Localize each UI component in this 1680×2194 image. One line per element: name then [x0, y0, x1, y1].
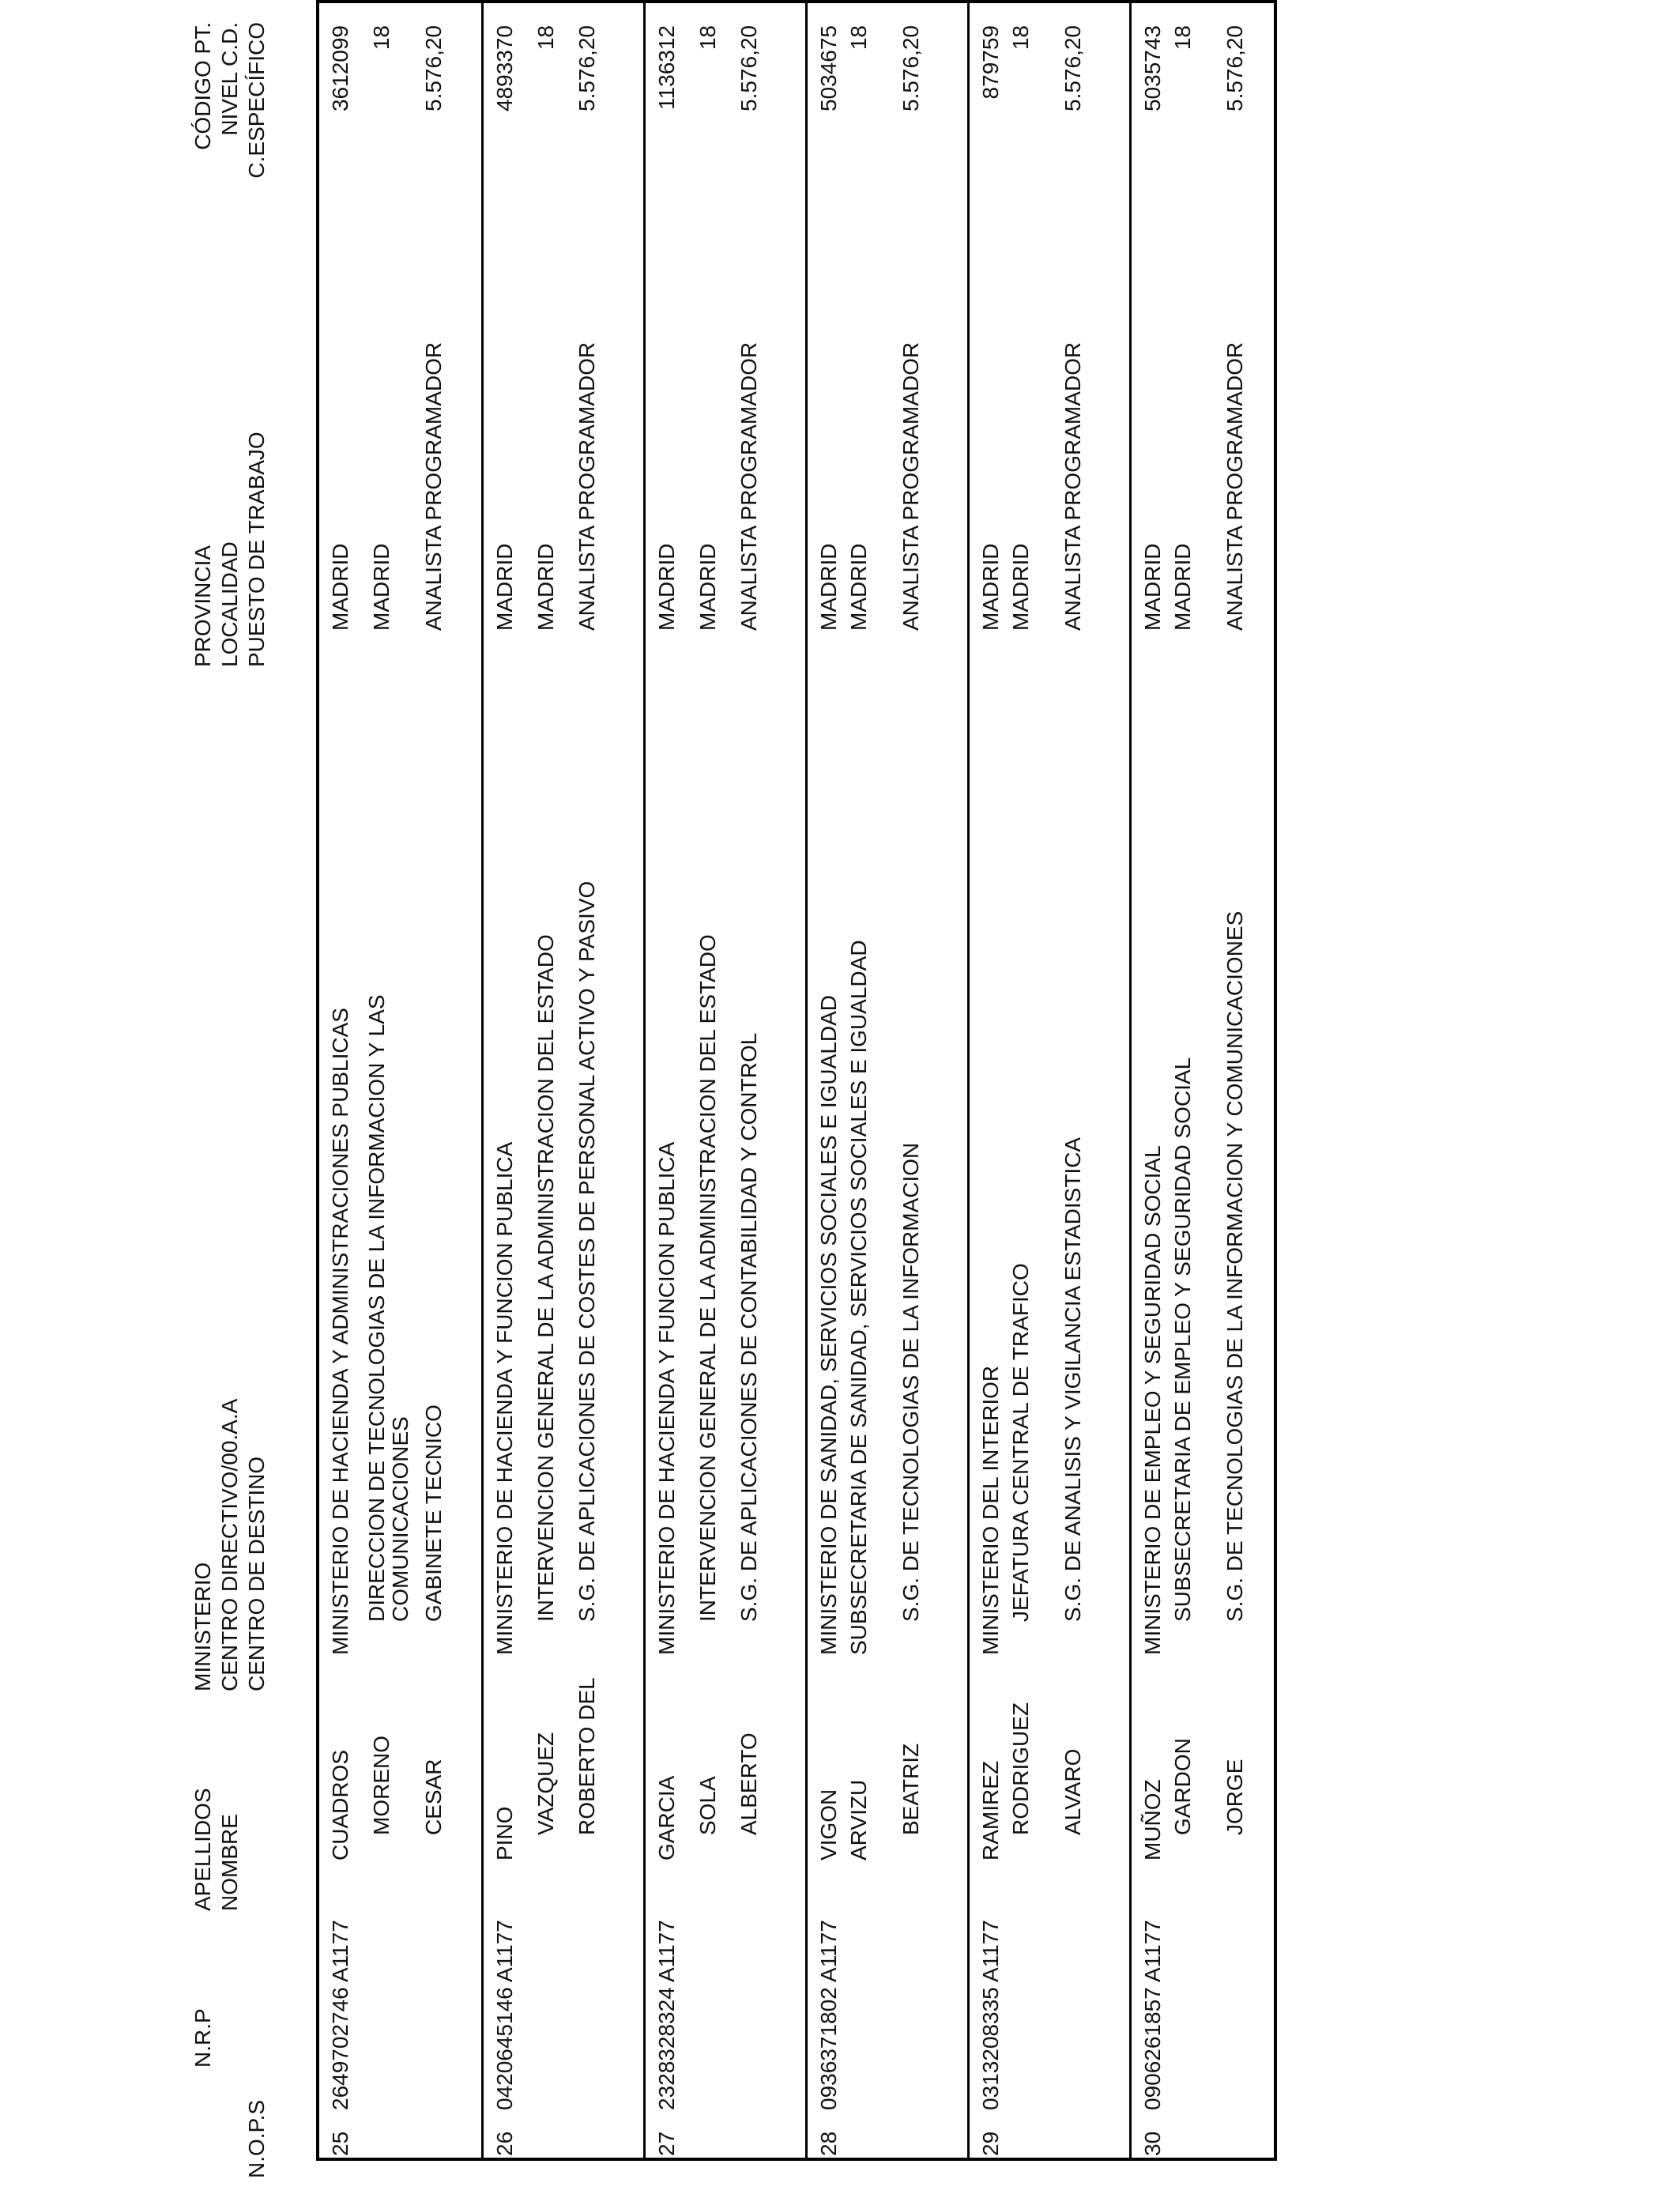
header-provincia: [190, 432, 270, 667]
row-nombre: ALBERTO: [736, 1732, 761, 1835]
row-puesto: ANALISTA PROGRAMADOR: [736, 341, 761, 631]
row-ministerio: MINISTERIO DE SANIDAD, SERVICIOS SOCIALES E IGUALDAD: [816, 994, 841, 1655]
header-ministerio-label: MINISTERIO: [190, 1562, 215, 1691]
row-nombre: CESAR: [421, 1759, 446, 1835]
row-ministerio: MINISTERIO DEL INTERIOR: [978, 1365, 1003, 1655]
row-centro-destino: S.G. DE APLICACIONES DE CONTABILIDAD Y CONTROL: [736, 1032, 761, 1622]
row-apellido2: VAZQUEZ: [533, 1732, 558, 1835]
row-apellido2: GARDON: [1170, 1738, 1195, 1835]
row-provincia: MADRID: [816, 543, 841, 631]
row-nrp: 2328328324 A1177: [654, 1920, 679, 2110]
header-apellidos: [190, 1788, 243, 1911]
row-nrp: 0420645146 A1177: [492, 1920, 517, 2110]
row-provincia: MADRID: [1140, 543, 1165, 631]
row-especifico: 5.576,20: [574, 25, 599, 111]
row-puesto: ANALISTA PROGRAMADOR: [1222, 341, 1247, 631]
row-localidad: MADRID: [369, 543, 394, 631]
row-localidad: MADRID: [1008, 543, 1033, 631]
row-apellido1: VIGON: [816, 1789, 841, 1860]
row-nrp: 2649702746 A1177: [328, 1920, 352, 2110]
row-centro-directivo: INTERVENCION GENERAL DE LA ADMINISTRACION DEL ESTADO: [533, 934, 558, 1622]
row-puesto: ANALISTA PROGRAMADOR: [898, 341, 923, 631]
header-centro-destino-label: CENTRO DE DESTINO: [244, 1456, 269, 1691]
header-centro-directivo-label: CENTRO DIRECTIVO/00.A.A: [217, 1398, 242, 1691]
row-codigo: 3612099: [328, 25, 352, 112]
row-apellido1: MUÑOZ: [1140, 1779, 1165, 1860]
row-puesto: ANALISTA PROGRAMADOR: [1060, 341, 1085, 631]
row-ministerio: MINISTERIO DE HACIENDA Y FUNCION PUBLICA: [492, 1141, 517, 1655]
header-nops-label: N.O.P.S: [244, 2099, 269, 2178]
row-number: 27: [654, 2131, 679, 2156]
row-codigo: 4893370: [492, 25, 517, 112]
row-nrp: 0936371802 A1177: [816, 1920, 841, 2110]
row-nivel: 18: [695, 25, 720, 51]
table-row: [643, 3, 808, 2158]
row-especifico: 5.576,20: [1222, 25, 1247, 111]
table-row: [805, 3, 970, 2158]
row-ministerio: MINISTERIO DE HACIENDA Y ADMINISTRACIONES PUBLICAS: [328, 1008, 352, 1655]
row-provincia: MADRID: [654, 543, 679, 631]
row-localidad: MADRID: [846, 543, 871, 631]
data-table: [316, 0, 1277, 2161]
row-nivel: 18: [846, 25, 871, 51]
row-centro-directivo-line2: COMUNICACIONES: [388, 1416, 412, 1622]
row-especifico: 5.576,20: [736, 25, 761, 111]
row-codigo: 5034675: [816, 25, 841, 112]
row-ministerio: MINISTERIO DE HACIENDA Y FUNCION PUBLICA: [654, 1141, 679, 1655]
header-localidad-label: LOCALIDAD: [217, 541, 242, 667]
row-apellido2: ARVIZU: [846, 1779, 871, 1860]
row-apellido2: SOLA: [695, 1776, 720, 1835]
row-number: 25: [328, 2131, 352, 2156]
row-apellido1: CUADROS: [328, 1749, 352, 1860]
row-nivel: 18: [1008, 25, 1033, 51]
row-centro-directivo: INTERVENCION GENERAL DE LA ADMINISTRACION DEL ESTADO: [695, 934, 720, 1622]
row-nombre: JORGE: [1222, 1759, 1247, 1835]
table-row: [1129, 3, 1276, 2158]
header-nrp: [190, 2008, 217, 2068]
row-apellido2: MORENO: [369, 1736, 394, 1835]
row-centro-directivo: [365, 994, 412, 1622]
header-apellidos-label: APELLIDOS: [190, 1788, 215, 1911]
row-nivel: 18: [1170, 25, 1195, 51]
row-number: 28: [816, 2131, 841, 2156]
table-row: [319, 3, 481, 2158]
row-codigo: 879759: [978, 25, 1003, 100]
row-localidad: MADRID: [533, 543, 558, 631]
header-nops: [190, 2100, 270, 2178]
row-ministerio: MINISTERIO DE EMPLEO Y SEGURIDAD SOCIAL: [1140, 1145, 1165, 1655]
header-ministerio: [190, 1399, 270, 1691]
row-provincia: MADRID: [978, 543, 1003, 631]
header-especifico-label: C.ESPECÍFICO: [244, 22, 269, 179]
row-nombre: ROBERTO DEL: [574, 1677, 599, 1835]
header-nivel-label: NIVEL C.D.: [217, 22, 242, 136]
row-apellido1: RAMIREZ: [978, 1761, 1003, 1860]
row-puesto: ANALISTA PROGRAMADOR: [421, 341, 446, 631]
row-centro-destino: S.G. DE APLICACIONES DE COSTES DE PERSONAL ACTIVO Y PASIVO: [574, 880, 599, 1622]
row-especifico: 5.576,20: [1060, 25, 1085, 111]
row-codigo: 5035743: [1140, 25, 1165, 112]
row-nrp: 0906261857 A1177: [1140, 1920, 1165, 2110]
row-nombre: BEATRIZ: [898, 1743, 923, 1835]
row-number: 26: [492, 2131, 517, 2156]
row-centro-directivo: SUBSECRETARIA DE EMPLEO Y SEGURIDAD SOCIAL: [1170, 1057, 1195, 1622]
header-nrp-label: N.R.P: [190, 2008, 215, 2068]
row-centro-destino: S.G. DE TECNOLOGIAS DE LA INFORMACION Y COMUNICACIONES: [1222, 910, 1247, 1622]
row-apellido1: PINO: [492, 1806, 517, 1860]
header-provincia-label: PROVINCIA: [190, 545, 215, 667]
header-codigo: [190, 22, 270, 179]
row-nrp: 0313208335 A1177: [978, 1920, 1003, 2110]
table-row: [481, 3, 646, 2158]
header-puesto-label: PUESTO DE TRABAJO: [244, 432, 269, 667]
row-nivel: 18: [533, 25, 558, 51]
row-centro-directivo: JEFATURA CENTRAL DE TRAFICO: [1008, 1263, 1033, 1622]
row-centro-destino: S.G. DE ANALISIS Y VIGILANCIA ESTADISTICA: [1060, 1137, 1085, 1622]
row-especifico: 5.576,20: [898, 25, 923, 111]
row-nivel: 18: [369, 25, 394, 51]
header-codigo-label: CÓDIGO PT.: [190, 22, 215, 150]
table-row: [967, 3, 1132, 2158]
row-nombre: ALVARO: [1060, 1748, 1085, 1835]
row-number: 30: [1140, 2131, 1165, 2156]
row-provincia: MADRID: [492, 543, 517, 631]
row-apellido2: RODRIGUEZ: [1008, 1702, 1033, 1835]
row-centro-destino: S.G. DE TECNOLOGIAS DE LA INFORMACION: [898, 1142, 923, 1622]
header-nombre-label: NOMBRE: [217, 1814, 242, 1911]
row-especifico: 5.576,20: [421, 25, 446, 111]
row-puesto: ANALISTA PROGRAMADOR: [574, 341, 599, 631]
row-localidad: MADRID: [1170, 543, 1195, 631]
row-localidad: MADRID: [695, 543, 720, 631]
row-apellido1: GARCIA: [654, 1775, 679, 1860]
row-codigo: 1136312: [654, 25, 679, 110]
row-centro-directivo-line1: DIRECCION DE TECNOLOGIAS DE LA INFORMACION Y LAS: [364, 994, 389, 1622]
row-centro-directivo: SUBSECRETARIA DE SANIDAD, SERVICIOS SOCIALES E IGUALDAD: [846, 940, 871, 1655]
row-centro-destino: GABINETE TECNICO: [421, 1404, 446, 1622]
row-number: 29: [978, 2131, 1003, 2156]
row-provincia: MADRID: [328, 543, 352, 631]
